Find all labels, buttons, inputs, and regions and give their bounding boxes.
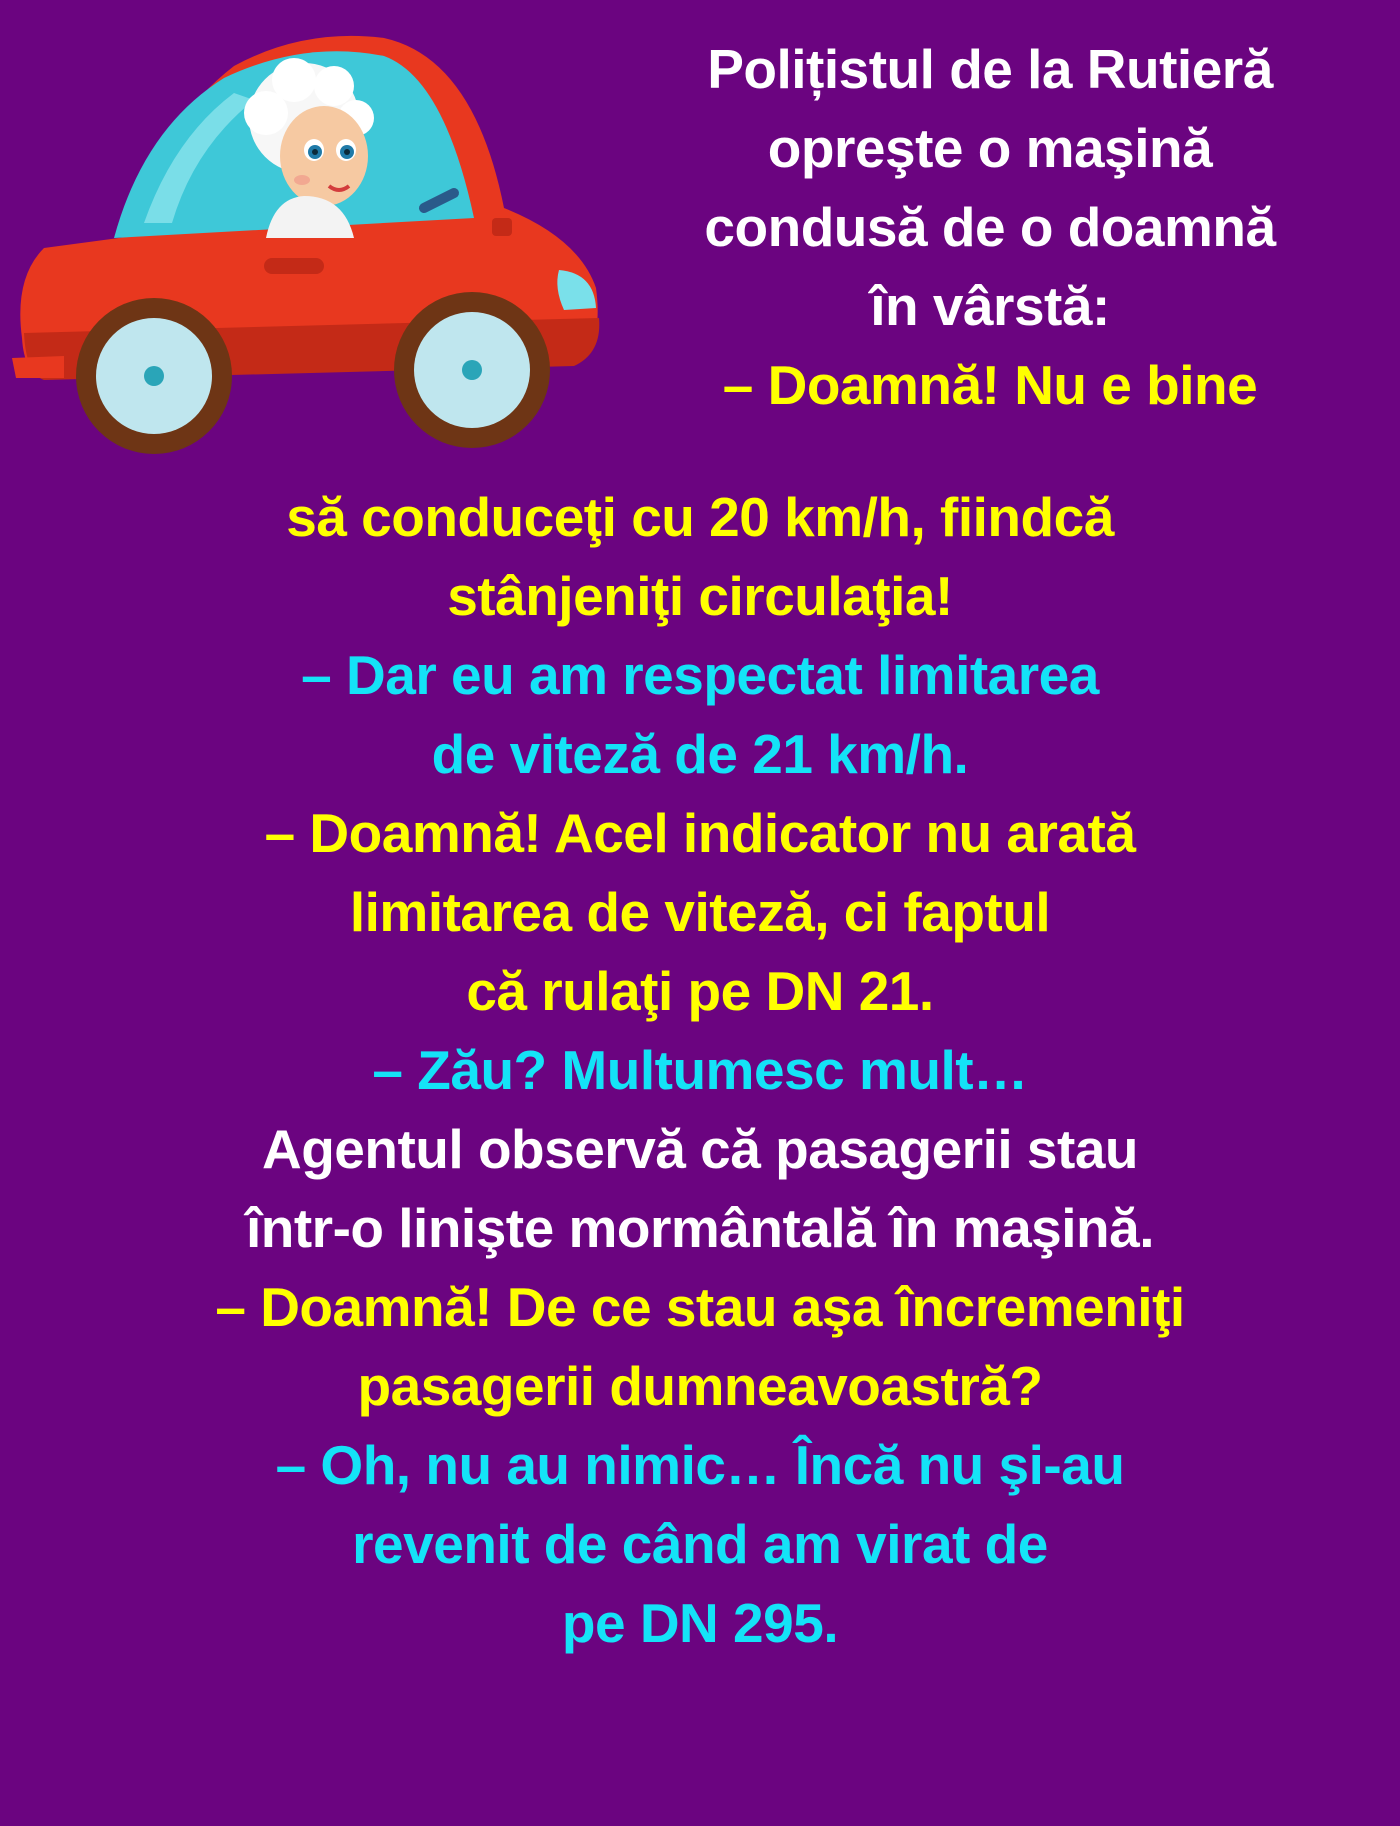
header-line: Polițistul de la Rutieră (707, 38, 1273, 100)
narration-line: Agentul observă că pasagerii stau (261, 1118, 1139, 1180)
header-line: opreşte o maşină (767, 117, 1213, 179)
dialogue-line: – Doamnă! Acel indicator nu arată (264, 802, 1136, 864)
dialogue-line: stânjeniţi circulaţia! (447, 565, 953, 627)
header-line: în vârstă: (870, 275, 1110, 337)
dialogue-line: că rulaţi pe DN 21. (466, 960, 934, 1022)
dialogue-line: pe DN 295. (561, 1592, 839, 1654)
dialogue-line: revenit de când am virat de (352, 1513, 1048, 1575)
red-car-with-old-lady-icon (4, 18, 610, 464)
dialogue-line: de viteză de 21 km/h. (431, 723, 969, 785)
dialogue-line: – Zău? Multumesc mult… (372, 1039, 1028, 1101)
dialogue-line: – Oh, nu au nimic… Încă nu şi-au (275, 1434, 1125, 1496)
narration-line: într-o linişte mormântală în maşină. (245, 1197, 1155, 1259)
joke-body (0, 478, 1400, 1663)
dialogue-line: limitarea de viteză, ci faptul (349, 881, 1051, 943)
header-line: condusă de o doamnă (704, 196, 1276, 258)
dialogue-line: – Dar eu am respectat limitarea (301, 644, 1099, 706)
front-wheel-icon (394, 292, 550, 448)
header-line: – Doamnă! Nu e bine (722, 354, 1258, 416)
dialogue-line: să conduceţi cu 20 km/h, fiindcă (286, 486, 1114, 548)
dialogue-line: pasagerii dumneavoastră? (357, 1355, 1043, 1417)
joke-header (600, 30, 1380, 425)
dialogue-line: – Doamnă! De ce stau aşa încremeniţi (215, 1276, 1185, 1338)
rear-wheel-icon (76, 298, 232, 454)
